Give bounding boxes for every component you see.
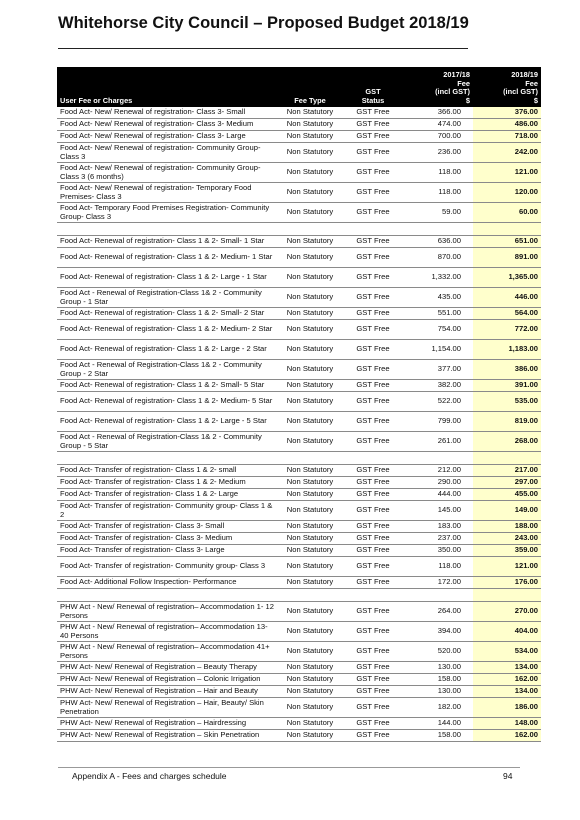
spacer-cell bbox=[473, 452, 541, 465]
fee-2017-18-cell: 700.00 bbox=[405, 131, 473, 143]
fee-2017-18-cell: 350.00 bbox=[405, 545, 473, 557]
fee-type-cell: Non Statutory bbox=[279, 143, 341, 163]
gst-status-cell: GST Free bbox=[341, 236, 405, 248]
charge-cell: Food Act- Renewal of registration- Class 1 & 2- Small- 2 Star bbox=[57, 308, 279, 320]
gst-status-cell: GST Free bbox=[341, 730, 405, 742]
table-row bbox=[57, 557, 541, 577]
fee-type-cell: Non Statutory bbox=[279, 477, 341, 489]
fee-2017-18-cell: 522.00 bbox=[405, 392, 473, 412]
fee-2018-19-cell: 243.00 bbox=[473, 533, 541, 545]
spacer-cell bbox=[57, 223, 279, 236]
fee-2017-18-cell: 551.00 bbox=[405, 308, 473, 320]
charge-cell: Food Act- New/ Renewal of registration- Temporary Food Premises- Class 3 bbox=[57, 183, 279, 203]
fee-2017-18-cell: 130.00 bbox=[405, 662, 473, 674]
gst-status-cell: GST Free bbox=[341, 718, 405, 730]
gst-status-cell: GST Free bbox=[341, 662, 405, 674]
fee-2018-19-cell: 535.00 bbox=[473, 392, 541, 412]
fee-2018-19-cell: 534.00 bbox=[473, 642, 541, 662]
fee-type-cell: Non Statutory bbox=[279, 674, 341, 686]
charge-cell: PHW Act- New/ Renewal of Registration – Hair and Beauty bbox=[57, 686, 279, 698]
fee-2017-18-cell: 183.00 bbox=[405, 521, 473, 533]
table-row bbox=[57, 489, 541, 501]
table-row bbox=[57, 320, 541, 340]
fee-type-cell: Non Statutory bbox=[279, 119, 341, 131]
spacer-cell bbox=[473, 589, 541, 602]
spacer-row bbox=[57, 452, 541, 465]
table-row bbox=[57, 698, 541, 718]
gst-status-cell: GST Free bbox=[341, 288, 405, 308]
table-row bbox=[57, 465, 541, 477]
fee-type-cell: Non Statutory bbox=[279, 577, 341, 589]
fee-type-cell: Non Statutory bbox=[279, 557, 341, 577]
fee-type-cell: Non Statutory bbox=[279, 622, 341, 642]
gst-status-cell: GST Free bbox=[341, 380, 405, 392]
fee-type-cell: Non Statutory bbox=[279, 686, 341, 698]
fee-2018-19-cell: 121.00 bbox=[473, 163, 541, 183]
gst-status-cell: GST Free bbox=[341, 248, 405, 268]
fee-type-cell: Non Statutory bbox=[279, 489, 341, 501]
table-row bbox=[57, 236, 541, 248]
table-row bbox=[57, 288, 541, 308]
fee-2018-19-cell: 162.00 bbox=[473, 730, 541, 742]
fee-2017-18-cell: 264.00 bbox=[405, 602, 473, 622]
table-row bbox=[57, 268, 541, 288]
spacer-cell bbox=[405, 452, 473, 465]
gst-status-cell: GST Free bbox=[341, 131, 405, 143]
fee-2018-19-cell: 651.00 bbox=[473, 236, 541, 248]
fee-type-cell: Non Statutory bbox=[279, 320, 341, 340]
spacer-cell bbox=[341, 223, 405, 236]
fee-2017-18-cell: 130.00 bbox=[405, 686, 473, 698]
fee-2017-18-cell: 435.00 bbox=[405, 288, 473, 308]
fee-2018-19-cell: 1,183.00 bbox=[473, 340, 541, 360]
fee-type-cell: Non Statutory bbox=[279, 107, 341, 119]
fee-2018-19-cell: 359.00 bbox=[473, 545, 541, 557]
table-row bbox=[57, 340, 541, 360]
fee-2018-19-cell: 486.00 bbox=[473, 119, 541, 131]
charge-cell: PHW Act- New/ Renewal of Registration – Colonic Irrigation bbox=[57, 674, 279, 686]
gst-status-cell: GST Free bbox=[341, 533, 405, 545]
fee-type-cell: Non Statutory bbox=[279, 268, 341, 288]
charge-cell: Food Act- New/ Renewal of registration- Class 3- Medium bbox=[57, 119, 279, 131]
table-row bbox=[57, 533, 541, 545]
fee-2017-18-cell: 366.00 bbox=[405, 107, 473, 119]
table-row bbox=[57, 183, 541, 203]
gst-status-cell: GST Free bbox=[341, 501, 405, 521]
charge-cell: Food Act- Renewal of registration- Class 1 & 2- Large - 2 Star bbox=[57, 340, 279, 360]
gst-status-cell: GST Free bbox=[341, 477, 405, 489]
table-row bbox=[57, 107, 541, 119]
fee-type-cell: Non Statutory bbox=[279, 183, 341, 203]
fee-type-cell: Non Statutory bbox=[279, 642, 341, 662]
table-row bbox=[57, 622, 541, 642]
fee-type-cell: Non Statutory bbox=[279, 203, 341, 223]
fee-2018-19-cell: 455.00 bbox=[473, 489, 541, 501]
fee-2018-19-cell: 134.00 bbox=[473, 662, 541, 674]
charge-cell: Food Act- Renewal of registration- Class 1 & 2- Medium- 1 Star bbox=[57, 248, 279, 268]
fee-type-cell: Non Statutory bbox=[279, 288, 341, 308]
fee-type-cell: Non Statutory bbox=[279, 521, 341, 533]
fee-2018-19-cell: 772.00 bbox=[473, 320, 541, 340]
charge-cell: PHW Act - New/ Renewal of registration– Accommodation 1- 12 Persons bbox=[57, 602, 279, 622]
fee-2018-19-cell: 376.00 bbox=[473, 107, 541, 119]
header-fee-2017-18: 2017/18 Fee (incl GST) $ bbox=[405, 67, 473, 107]
gst-status-cell: GST Free bbox=[341, 268, 405, 288]
table-header-row bbox=[57, 67, 541, 107]
table-row bbox=[57, 412, 541, 432]
header-fee-2018-19: 2018/19 Fee (incl GST) $ bbox=[473, 67, 541, 107]
charge-cell: Food Act- Temporary Food Premises Registration- Community Group- Class 3 bbox=[57, 203, 279, 223]
fee-type-cell: Non Statutory bbox=[279, 131, 341, 143]
gst-status-cell: GST Free bbox=[341, 320, 405, 340]
table-row bbox=[57, 545, 541, 557]
table-row bbox=[57, 602, 541, 622]
gst-status-cell: GST Free bbox=[341, 545, 405, 557]
charge-cell: Food Act- Renewal of registration- Class 1 & 2- Small- 5 Star bbox=[57, 380, 279, 392]
fee-2018-19-cell: 176.00 bbox=[473, 577, 541, 589]
spacer-cell bbox=[279, 452, 341, 465]
gst-status-cell: GST Free bbox=[341, 622, 405, 642]
fee-2017-18-cell: 118.00 bbox=[405, 557, 473, 577]
fee-2017-18-cell: 145.00 bbox=[405, 501, 473, 521]
spacer-cell bbox=[341, 589, 405, 602]
gst-status-cell: GST Free bbox=[341, 577, 405, 589]
fee-type-cell: Non Statutory bbox=[279, 432, 341, 452]
fee-type-cell: Non Statutory bbox=[279, 662, 341, 674]
fee-2018-19-cell: 270.00 bbox=[473, 602, 541, 622]
gst-status-cell: GST Free bbox=[341, 602, 405, 622]
charge-cell: PHW Act- New/ Renewal of Registration – Hair, Beauty/ Skin Penetration bbox=[57, 698, 279, 718]
fee-2018-19-cell: 268.00 bbox=[473, 432, 541, 452]
fee-2018-19-cell: 718.00 bbox=[473, 131, 541, 143]
fee-2017-18-cell: 444.00 bbox=[405, 489, 473, 501]
gst-status-cell: GST Free bbox=[341, 489, 405, 501]
fee-2018-19-cell: 891.00 bbox=[473, 248, 541, 268]
spacer-cell bbox=[341, 452, 405, 465]
gst-status-cell: GST Free bbox=[341, 360, 405, 380]
fee-2018-19-cell: 186.00 bbox=[473, 698, 541, 718]
charge-cell: Food Act- Renewal of registration- Class 1 & 2- Large - 5 Star bbox=[57, 412, 279, 432]
table-row bbox=[57, 119, 541, 131]
fee-type-cell: Non Statutory bbox=[279, 340, 341, 360]
table-row bbox=[57, 730, 541, 742]
charge-cell: Food Act- Transfer of registration- Class 1 & 2- Large bbox=[57, 489, 279, 501]
charge-cell: Food Act- Renewal of registration- Class 1 & 2- Medium- 5 Star bbox=[57, 392, 279, 412]
spacer-cell bbox=[405, 223, 473, 236]
fee-2017-18-cell: 382.00 bbox=[405, 380, 473, 392]
charge-cell: Food Act- Transfer of registration- Community group- Class 3 bbox=[57, 557, 279, 577]
spacer-cell bbox=[279, 589, 341, 602]
charge-cell: Food Act - Renewal of Registration-Class 1& 2 - Community Group - 5 Star bbox=[57, 432, 279, 452]
fee-2017-18-cell: 237.00 bbox=[405, 533, 473, 545]
gst-status-cell: GST Free bbox=[341, 392, 405, 412]
fee-2017-18-cell: 290.00 bbox=[405, 477, 473, 489]
fee-2017-18-cell: 520.00 bbox=[405, 642, 473, 662]
spacer-cell bbox=[473, 223, 541, 236]
fee-type-cell: Non Statutory bbox=[279, 380, 341, 392]
gst-status-cell: GST Free bbox=[341, 521, 405, 533]
gst-status-cell: GST Free bbox=[341, 642, 405, 662]
fee-type-cell: Non Statutory bbox=[279, 248, 341, 268]
page-title: Whitehorse City Council – Proposed Budget 2018/19 bbox=[58, 14, 469, 32]
table-row bbox=[57, 432, 541, 452]
charge-cell: Food Act - Renewal of Registration-Class 1& 2 - Community Group - 1 Star bbox=[57, 288, 279, 308]
fee-type-cell: Non Statutory bbox=[279, 730, 341, 742]
header-charge: User Fee or Charges bbox=[57, 67, 279, 107]
charge-cell: Food Act- Transfer of registration- Class 3- Medium bbox=[57, 533, 279, 545]
gst-status-cell: GST Free bbox=[341, 163, 405, 183]
fee-type-cell: Non Statutory bbox=[279, 392, 341, 412]
spacer-row bbox=[57, 223, 541, 236]
fee-2017-18-cell: 144.00 bbox=[405, 718, 473, 730]
footer-section-label: Appendix A - Fees and charges schedule bbox=[72, 771, 227, 781]
charge-cell: Food Act- New/ Renewal of registration- Class 3- Large bbox=[57, 131, 279, 143]
gst-status-cell: GST Free bbox=[341, 674, 405, 686]
fee-2018-19-cell: 121.00 bbox=[473, 557, 541, 577]
fee-type-cell: Non Statutory bbox=[279, 545, 341, 557]
fee-type-cell: Non Statutory bbox=[279, 163, 341, 183]
table-row bbox=[57, 380, 541, 392]
fee-2017-18-cell: 799.00 bbox=[405, 412, 473, 432]
charge-cell: Food Act- New/ Renewal of registration- Community Group- Class 3 bbox=[57, 143, 279, 163]
fee-2018-19-cell: 120.00 bbox=[473, 183, 541, 203]
fee-type-cell: Non Statutory bbox=[279, 501, 341, 521]
charge-cell: Food Act- Transfer of registration- Class 3- Large bbox=[57, 545, 279, 557]
table-row bbox=[57, 392, 541, 412]
gst-status-cell: GST Free bbox=[341, 143, 405, 163]
charge-cell: Food Act- Transfer of registration- Class 1 & 2- Medium bbox=[57, 477, 279, 489]
charge-cell: Food Act- Renewal of registration- Class 1 & 2- Large - 1 Star bbox=[57, 268, 279, 288]
charge-cell: Food Act- Additional Follow Inspection- Performance bbox=[57, 577, 279, 589]
fee-type-cell: Non Statutory bbox=[279, 718, 341, 730]
header-fee-type: Fee Type bbox=[279, 67, 341, 107]
gst-status-cell: GST Free bbox=[341, 412, 405, 432]
table-row bbox=[57, 662, 541, 674]
fee-2018-19-cell: 217.00 bbox=[473, 465, 541, 477]
fee-2018-19-cell: 386.00 bbox=[473, 360, 541, 380]
fee-2018-19-cell: 404.00 bbox=[473, 622, 541, 642]
table-row bbox=[57, 143, 541, 163]
gst-status-cell: GST Free bbox=[341, 557, 405, 577]
fee-2018-19-cell: 391.00 bbox=[473, 380, 541, 392]
fee-2018-19-cell: 819.00 bbox=[473, 412, 541, 432]
charge-cell: Food Act- Renewal of registration- Class 1 & 2- Small- 1 Star bbox=[57, 236, 279, 248]
fee-2018-19-cell: 148.00 bbox=[473, 718, 541, 730]
spacer-cell bbox=[405, 589, 473, 602]
fee-2017-18-cell: 158.00 bbox=[405, 730, 473, 742]
fee-type-cell: Non Statutory bbox=[279, 698, 341, 718]
table-row bbox=[57, 521, 541, 533]
table-row bbox=[57, 131, 541, 143]
table-row bbox=[57, 360, 541, 380]
charge-cell: Food Act- Transfer of registration- Class 3- Small bbox=[57, 521, 279, 533]
gst-status-cell: GST Free bbox=[341, 432, 405, 452]
fee-type-cell: Non Statutory bbox=[279, 533, 341, 545]
charge-cell: PHW Act - New/ Renewal of registration– Accommodation 13-40 Persons bbox=[57, 622, 279, 642]
gst-status-cell: GST Free bbox=[341, 119, 405, 131]
page-number: 94 bbox=[503, 771, 513, 781]
header-gst-status: GST Status bbox=[341, 67, 405, 107]
fee-2017-18-cell: 1,332.00 bbox=[405, 268, 473, 288]
fee-2018-19-cell: 564.00 bbox=[473, 308, 541, 320]
fee-2017-18-cell: 59.00 bbox=[405, 203, 473, 223]
fee-2017-18-cell: 870.00 bbox=[405, 248, 473, 268]
gst-status-cell: GST Free bbox=[341, 686, 405, 698]
table-row bbox=[57, 501, 541, 521]
title-divider bbox=[58, 48, 468, 49]
table-row bbox=[57, 686, 541, 698]
fee-2017-18-cell: 182.00 bbox=[405, 698, 473, 718]
fee-2018-19-cell: 162.00 bbox=[473, 674, 541, 686]
gst-status-cell: GST Free bbox=[341, 107, 405, 119]
table-row bbox=[57, 718, 541, 730]
fee-2018-19-cell: 297.00 bbox=[473, 477, 541, 489]
table-row bbox=[57, 674, 541, 686]
table-row bbox=[57, 203, 541, 223]
fee-type-cell: Non Statutory bbox=[279, 236, 341, 248]
charge-cell: Food Act- Transfer of registration- Community group- Class 1 & 2 bbox=[57, 501, 279, 521]
fee-2017-18-cell: 394.00 bbox=[405, 622, 473, 642]
fee-type-cell: Non Statutory bbox=[279, 412, 341, 432]
table-row bbox=[57, 308, 541, 320]
gst-status-cell: GST Free bbox=[341, 340, 405, 360]
table-row bbox=[57, 248, 541, 268]
fee-2017-18-cell: 158.00 bbox=[405, 674, 473, 686]
fee-2017-18-cell: 636.00 bbox=[405, 236, 473, 248]
fee-2018-19-cell: 1,365.00 bbox=[473, 268, 541, 288]
charge-cell: Food Act- Transfer of registration- Class 1 & 2- small bbox=[57, 465, 279, 477]
fee-type-cell: Non Statutory bbox=[279, 602, 341, 622]
charge-cell: Food Act - Renewal of Registration-Class 1& 2 - Community Group - 2 Star bbox=[57, 360, 279, 380]
fee-2017-18-cell: 474.00 bbox=[405, 119, 473, 131]
table-body bbox=[57, 107, 541, 742]
fee-2017-18-cell: 1,154.00 bbox=[405, 340, 473, 360]
gst-status-cell: GST Free bbox=[341, 308, 405, 320]
fee-2017-18-cell: 172.00 bbox=[405, 577, 473, 589]
fee-2017-18-cell: 118.00 bbox=[405, 163, 473, 183]
fee-2017-18-cell: 212.00 bbox=[405, 465, 473, 477]
fee-2018-19-cell: 446.00 bbox=[473, 288, 541, 308]
spacer-cell bbox=[57, 452, 279, 465]
fee-type-cell: Non Statutory bbox=[279, 360, 341, 380]
fee-2018-19-cell: 188.00 bbox=[473, 521, 541, 533]
charge-cell: Food Act- Renewal of registration- Class 1 & 2- Medium- 2 Star bbox=[57, 320, 279, 340]
fee-2018-19-cell: 134.00 bbox=[473, 686, 541, 698]
table-row bbox=[57, 642, 541, 662]
fee-2017-18-cell: 261.00 bbox=[405, 432, 473, 452]
fee-2017-18-cell: 754.00 bbox=[405, 320, 473, 340]
spacer-cell bbox=[57, 589, 279, 602]
table-row bbox=[57, 477, 541, 489]
spacer-cell bbox=[279, 223, 341, 236]
table-row bbox=[57, 163, 541, 183]
charge-cell: PHW Act- New/ Renewal of Registration – Beauty Therapy bbox=[57, 662, 279, 674]
gst-status-cell: GST Free bbox=[341, 698, 405, 718]
charge-cell: PHW Act- New/ Renewal of Registration – Skin Penetration bbox=[57, 730, 279, 742]
fee-2017-18-cell: 118.00 bbox=[405, 183, 473, 203]
fee-2017-18-cell: 377.00 bbox=[405, 360, 473, 380]
gst-status-cell: GST Free bbox=[341, 203, 405, 223]
charge-cell: PHW Act- New/ Renewal of Registration – Hairdressing bbox=[57, 718, 279, 730]
spacer-row bbox=[57, 589, 541, 602]
fee-type-cell: Non Statutory bbox=[279, 308, 341, 320]
fee-2017-18-cell: 236.00 bbox=[405, 143, 473, 163]
fees-table bbox=[57, 67, 541, 742]
charge-cell: Food Act- New/ Renewal of registration- Class 3- Small bbox=[57, 107, 279, 119]
gst-status-cell: GST Free bbox=[341, 183, 405, 203]
fee-2018-19-cell: 60.00 bbox=[473, 203, 541, 223]
fee-2018-19-cell: 149.00 bbox=[473, 501, 541, 521]
charge-cell: Food Act- New/ Renewal of registration- Community Group- Class 3 (6 months) bbox=[57, 163, 279, 183]
fee-type-cell: Non Statutory bbox=[279, 465, 341, 477]
fee-2018-19-cell: 242.00 bbox=[473, 143, 541, 163]
table-row bbox=[57, 577, 541, 589]
footer-divider bbox=[58, 767, 520, 768]
charge-cell: PHW Act - New/ Renewal of registration– Accommodation 41+ Persons bbox=[57, 642, 279, 662]
gst-status-cell: GST Free bbox=[341, 465, 405, 477]
